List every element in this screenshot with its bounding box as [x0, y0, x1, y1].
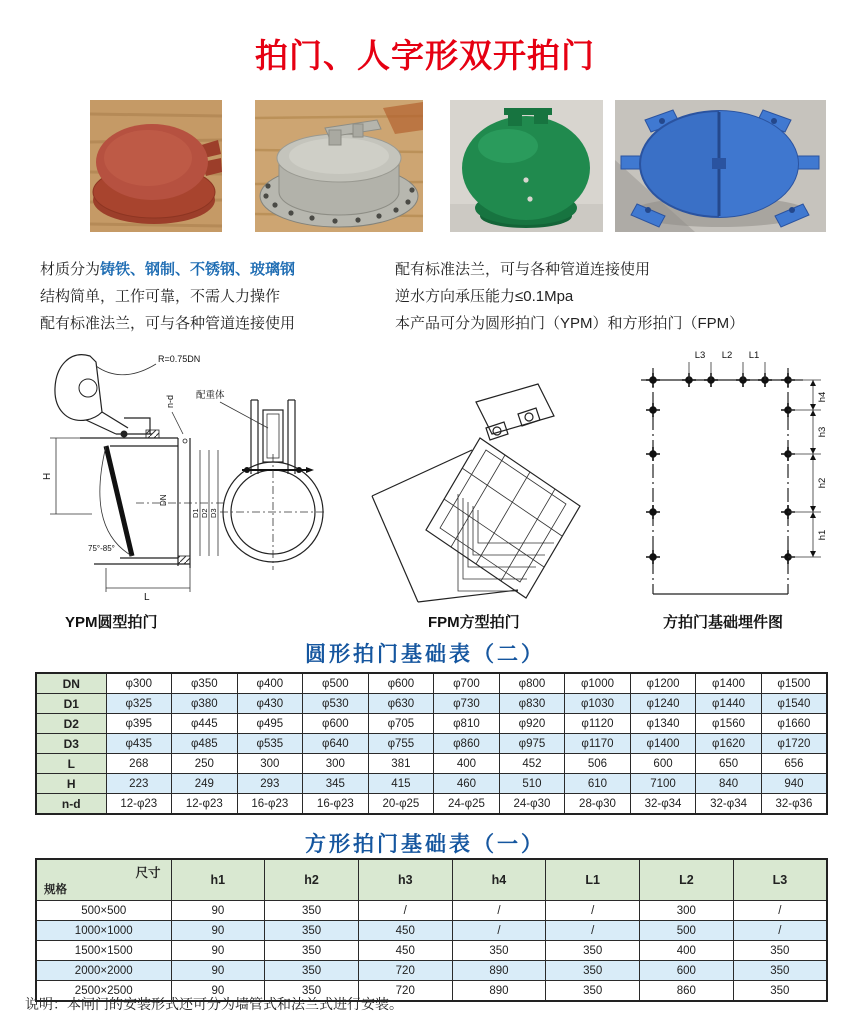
- intro-line-types: 本产品可分为圆形拍门（YPM）和方形拍门（FPM）: [395, 315, 745, 332]
- table-cell: 610: [565, 774, 631, 794]
- square-flap-valve-foundation-table: [35, 858, 828, 1002]
- table-cell: φ1240: [630, 694, 696, 714]
- table-cell: 300: [640, 901, 734, 921]
- table-cell: φ830: [499, 694, 565, 714]
- column-header: L3: [733, 859, 827, 901]
- table-cell: φ810: [434, 714, 500, 734]
- row-label: D1: [36, 694, 106, 714]
- column-header: h2: [265, 859, 359, 901]
- table-cell: /: [546, 901, 640, 921]
- spec-cell: 2000×2000: [36, 961, 171, 981]
- ypm-l-label: L: [144, 592, 150, 603]
- intro-left-column: [40, 256, 395, 337]
- table-cell: φ495: [237, 714, 303, 734]
- intro-line-flange: 配有标准法兰，可与各种管道连接使用: [40, 315, 296, 332]
- embed-h3-label: h3: [817, 426, 828, 438]
- spec-cell: 1500×1500: [36, 941, 171, 961]
- blue-double-leaf-flap-valve-photo: [615, 100, 826, 232]
- embed-h1-label: h1: [817, 529, 828, 541]
- intro-line-structure: 结构简单，工作可靠，不需人力操作: [40, 288, 281, 305]
- technical-diagrams: [0, 342, 850, 608]
- intro-right-column: [395, 256, 850, 337]
- spec-cell: 1000×1000: [36, 921, 171, 941]
- table-cell: 350: [452, 941, 546, 961]
- figure-captions: [0, 611, 850, 637]
- table-cell: 350: [733, 941, 827, 961]
- ypm-angle-label: 75°-85°: [88, 544, 115, 553]
- table-cell: 90: [171, 901, 265, 921]
- table-cell: φ395: [106, 714, 172, 734]
- table-cell: φ500: [303, 673, 369, 694]
- table-cell: 720: [358, 981, 452, 1002]
- ypm-caption: YPM圆型拍门: [65, 614, 158, 631]
- spec-cell: 2500×2500: [36, 981, 171, 1002]
- embed-l2-label: L2: [721, 350, 733, 361]
- blue-valve-image: [615, 100, 826, 232]
- table-cell: 20-φ25: [368, 794, 434, 815]
- red-valve-image: [90, 100, 222, 232]
- table-cell: φ485: [172, 734, 238, 754]
- table-cell: 32-φ34: [696, 794, 762, 815]
- table-cell: 24-φ25: [434, 794, 500, 815]
- table-cell: 350: [546, 961, 640, 981]
- row-label: DN: [36, 673, 106, 694]
- embed-top-dimensions: [689, 350, 765, 380]
- ypm-d1-label: D1: [191, 508, 200, 518]
- table-cell: 656: [761, 754, 827, 774]
- table-cell: φ400: [237, 673, 303, 694]
- ypm-d2-label: D2: [200, 508, 209, 518]
- intro-line-materials: [40, 256, 395, 283]
- corner-cell: [36, 859, 171, 901]
- table-cell: 90: [171, 941, 265, 961]
- column-header: h1: [171, 859, 265, 901]
- square-table-body: [36, 901, 827, 1002]
- table-cell: φ300: [106, 673, 172, 694]
- table-cell: 90: [171, 921, 265, 941]
- embed-caption: 方拍门基础埋件图: [663, 614, 784, 631]
- table-cell: φ535: [237, 734, 303, 754]
- table-cell: φ1120: [565, 714, 631, 734]
- table-cell: φ730: [434, 694, 500, 714]
- round-table-row: [36, 774, 827, 794]
- grey-valve-image: [255, 100, 423, 232]
- table-cell: φ350: [172, 673, 238, 694]
- round-table-row: [36, 694, 827, 714]
- table-cell: 500: [640, 921, 734, 941]
- table-cell: 400: [434, 754, 500, 774]
- row-label: H: [36, 774, 106, 794]
- table-cell: φ630: [368, 694, 434, 714]
- table-cell: φ860: [434, 734, 500, 754]
- table-cell: 506: [565, 754, 631, 774]
- column-header: h4: [452, 859, 546, 901]
- round-table-row: [36, 794, 827, 815]
- table-cell: /: [452, 901, 546, 921]
- round-table-body: [36, 673, 827, 814]
- embed-h4-label: h4: [817, 391, 828, 403]
- fpm-square-valve-diagram: [368, 376, 598, 604]
- table-cell: /: [733, 901, 827, 921]
- grey-steel-flap-valve-photo: [255, 100, 423, 232]
- table-cell: 860: [640, 981, 734, 1002]
- table-cell: φ1400: [696, 673, 762, 694]
- table-cell: 293: [237, 774, 303, 794]
- row-label: L: [36, 754, 106, 774]
- table-cell: 600: [630, 754, 696, 774]
- table-cell: 350: [733, 981, 827, 1002]
- green-valve-image: [450, 100, 603, 232]
- square-table-row: [36, 961, 827, 981]
- ypm-counterweight-label: 配重体: [196, 390, 225, 401]
- table-cell: 840: [696, 774, 762, 794]
- table-cell: 720: [358, 961, 452, 981]
- table-cell: 7100: [630, 774, 696, 794]
- table-cell: φ445: [172, 714, 238, 734]
- round-table-row: [36, 673, 827, 694]
- materials-highlight: 铸铁、钢制、不锈钢、玻璃钢: [100, 261, 296, 278]
- table-cell: 223: [106, 774, 172, 794]
- table-cell: φ640: [303, 734, 369, 754]
- table-cell: φ1440: [696, 694, 762, 714]
- table-cell: φ800: [499, 673, 565, 694]
- corner-spec-label: 规格: [44, 884, 67, 896]
- table-cell: φ1170: [565, 734, 631, 754]
- table-cell: /: [733, 921, 827, 941]
- ypm-radius-label: R=0.75DN: [158, 354, 201, 364]
- table-cell: 350: [265, 981, 359, 1002]
- table-cell: 460: [434, 774, 500, 794]
- table-cell: 450: [358, 921, 452, 941]
- round-table-row: [36, 754, 827, 774]
- table-cell: 381: [368, 754, 434, 774]
- table-cell: φ755: [368, 734, 434, 754]
- ypm-dn-label: DN: [159, 494, 168, 506]
- table-cell: φ380: [172, 694, 238, 714]
- table-cell: 350: [546, 941, 640, 961]
- intro-text: [0, 256, 850, 337]
- ypm-round-valve-diagram: [30, 346, 330, 604]
- table-cell: 12-φ23: [106, 794, 172, 815]
- row-label: D3: [36, 734, 106, 754]
- table-cell: 350: [733, 961, 827, 981]
- table-cell: 452: [499, 754, 565, 774]
- table-cell: 300: [303, 754, 369, 774]
- table-cell: 350: [265, 961, 359, 981]
- embed-outline: [641, 368, 803, 594]
- table-cell: 24-φ30: [499, 794, 565, 815]
- intro-line-pressure: 逆水方向承压能力≤0.1Mpa: [395, 288, 574, 305]
- materials-prefix: 材质分为: [40, 261, 101, 278]
- square-table-row: [36, 901, 827, 921]
- table-cell: φ435: [106, 734, 172, 754]
- embedment-layout-diagram: [625, 342, 840, 608]
- square-table-row: [36, 941, 827, 961]
- table-cell: φ1540: [761, 694, 827, 714]
- table-cell: φ430: [237, 694, 303, 714]
- row-label: D2: [36, 714, 106, 734]
- fpm-caption: FPM方型拍门: [428, 614, 520, 631]
- table-cell: 250: [172, 754, 238, 774]
- column-header: L2: [640, 859, 734, 901]
- table-cell: φ700: [434, 673, 500, 694]
- table-cell: 16-φ23: [237, 794, 303, 815]
- ypm-front-view: [196, 389, 327, 570]
- square-table-title: 方形拍门基础表（一）: [305, 833, 545, 856]
- round-table-row: [36, 734, 827, 754]
- table-cell: 650: [696, 754, 762, 774]
- round-table-row: [36, 714, 827, 734]
- table-cell: φ1030: [565, 694, 631, 714]
- ypm-h-label: H: [42, 472, 53, 480]
- red-cast-iron-flap-valve-photo: [90, 100, 222, 232]
- table-cell: 249: [172, 774, 238, 794]
- installation-note: 说明：本闸门的安装形式还可分为墙管式和法兰式进行安装。: [25, 996, 403, 1012]
- table-cell: 350: [265, 901, 359, 921]
- round-table-title: 圆形拍门基础表（二）: [305, 643, 545, 666]
- table-cell: φ1340: [630, 714, 696, 734]
- round-flap-valve-foundation-table: [35, 672, 828, 815]
- table-cell: φ1620: [696, 734, 762, 754]
- table-cell: 600: [640, 961, 734, 981]
- fpm-door: [426, 384, 580, 598]
- table-cell: 510: [499, 774, 565, 794]
- table-cell: 12-φ23: [172, 794, 238, 815]
- green-frp-flap-valve-photo: [450, 100, 603, 232]
- table-cell: 940: [761, 774, 827, 794]
- page-title: 拍门、人字形双开拍门: [255, 37, 595, 74]
- table-cell: φ1500: [761, 673, 827, 694]
- ypm-nd-label: n-d: [165, 394, 175, 408]
- table-cell: 345: [303, 774, 369, 794]
- table-cell: 350: [546, 981, 640, 1002]
- spec-cell: 500×500: [36, 901, 171, 921]
- table-cell: φ975: [499, 734, 565, 754]
- table-cell: φ325: [106, 694, 172, 714]
- table-cell: 450: [358, 941, 452, 961]
- table-cell: 32-φ36: [761, 794, 827, 815]
- table-cell: 300: [237, 754, 303, 774]
- table-cell: φ920: [499, 714, 565, 734]
- table-cell: 16-φ23: [303, 794, 369, 815]
- embed-right-dimensions: [788, 380, 828, 557]
- table-cell: φ1560: [696, 714, 762, 734]
- table-cell: /: [358, 901, 452, 921]
- table-cell: 350: [265, 921, 359, 941]
- product-photos: [90, 100, 826, 232]
- table-cell: φ530: [303, 694, 369, 714]
- table-cell: 415: [368, 774, 434, 794]
- square-table-row: [36, 921, 827, 941]
- table-cell: 268: [106, 754, 172, 774]
- table-cell: 890: [452, 981, 546, 1002]
- table-cell: 32-φ34: [630, 794, 696, 815]
- table-cell: φ1660: [761, 714, 827, 734]
- square-table-header-row: [36, 859, 827, 901]
- embed-h2-label: h2: [817, 477, 828, 489]
- table-cell: φ600: [368, 673, 434, 694]
- column-header: h3: [358, 859, 452, 901]
- table-cell: 90: [171, 981, 265, 1002]
- table-cell: 350: [265, 941, 359, 961]
- anchor-markers: [646, 373, 795, 564]
- table-cell: φ1720: [761, 734, 827, 754]
- embed-l1-label: L1: [748, 350, 760, 361]
- table-cell: /: [452, 921, 546, 941]
- table-cell: φ600: [303, 714, 369, 734]
- embed-l3-label: L3: [694, 350, 706, 361]
- ypm-d3-label: D3: [209, 508, 218, 518]
- table-cell: 28-φ30: [565, 794, 631, 815]
- table-cell: φ705: [368, 714, 434, 734]
- table-cell: φ1200: [630, 673, 696, 694]
- table-cell: φ1400: [630, 734, 696, 754]
- table-cell: φ1000: [565, 673, 631, 694]
- row-label: n-d: [36, 794, 106, 815]
- table-cell: 90: [171, 961, 265, 981]
- intro-line-flange2: 配有标准法兰，可与各种管道连接使用: [395, 261, 651, 278]
- table-cell: 400: [640, 941, 734, 961]
- column-header: L1: [546, 859, 640, 901]
- table-cell: /: [546, 921, 640, 941]
- table-cell: 890: [452, 961, 546, 981]
- corner-size-label: 尺寸: [135, 866, 161, 880]
